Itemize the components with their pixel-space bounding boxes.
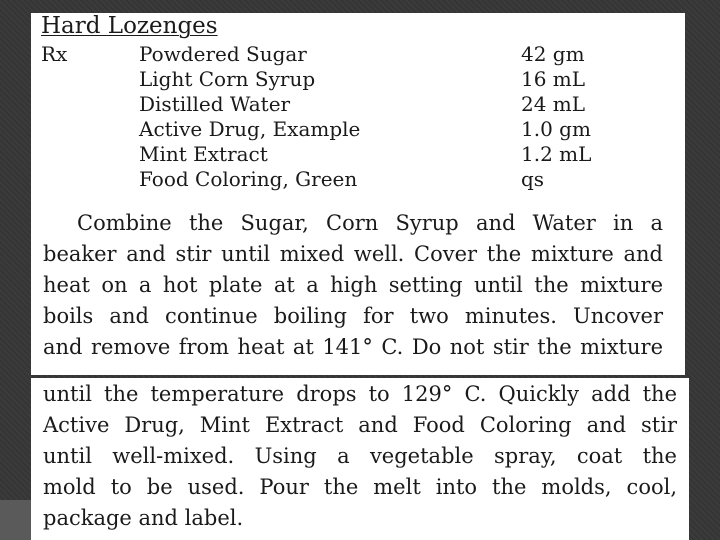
ingredient-name: Food Coloring, Green	[139, 167, 358, 191]
ingredient-name: Distilled Water	[139, 92, 291, 116]
ingredient-amount: 1.2 mL	[521, 142, 592, 166]
paragraph-line: Combine the Sugar, Corn Syrup and Water in a	[77, 211, 663, 235]
paragraph-line: boils and continue boiling for two minutes. Uncover	[43, 304, 663, 328]
ingredient-amount: 1.0 gm	[521, 117, 591, 141]
ingredient-row	[31, 167, 685, 192]
ingredient-amount: 24 mL	[521, 92, 586, 116]
ingredient-name: Active Drug, Example	[139, 117, 361, 141]
ingredient-row	[31, 42, 685, 67]
recipe-bottom-panel	[31, 378, 689, 540]
ingredient-row	[31, 92, 685, 117]
recipe-top-panel	[31, 13, 685, 375]
paragraph-line: beaker and stir until mixed well. Cover the mixture and	[43, 242, 663, 266]
ingredient-name: Powdered Sugar	[139, 42, 307, 66]
ingredient-amount: 42 gm	[521, 42, 585, 66]
ingredient-row	[31, 117, 685, 142]
ingredient-name: Mint Extract	[139, 142, 268, 166]
paragraph-line: package and label.	[43, 506, 244, 530]
ingredient-name: Light Corn Syrup	[139, 67, 316, 91]
ingredient-amount: qs	[521, 167, 545, 191]
paragraph-line: mold to be used. Pour the melt into the molds, cool,	[43, 475, 677, 499]
recipe-title: Hard Lozenges	[41, 13, 218, 39]
background-corner-accent	[0, 500, 32, 540]
paragraph-line: heat on a hot plate at a high setting until the mixture	[43, 273, 663, 297]
paragraph-line: until well-mixed. Using a vegetable spray, coat the	[43, 444, 677, 468]
instructions-paragraph-top	[43, 208, 663, 363]
paragraph-line: Active Drug, Mint Extract and Food Coloring and stir	[43, 413, 677, 437]
paragraph-line: until the temperature drops to 129° C. Quickly add the	[43, 382, 677, 406]
ingredient-amount: 16 mL	[521, 67, 586, 91]
rx-label: Rx	[41, 42, 68, 66]
ingredient-row	[31, 142, 685, 167]
paragraph-line: and remove from heat at 141° C. Do not stir the mixture	[43, 335, 663, 359]
instructions-paragraph-bottom	[43, 379, 677, 534]
ingredient-row	[31, 67, 685, 92]
